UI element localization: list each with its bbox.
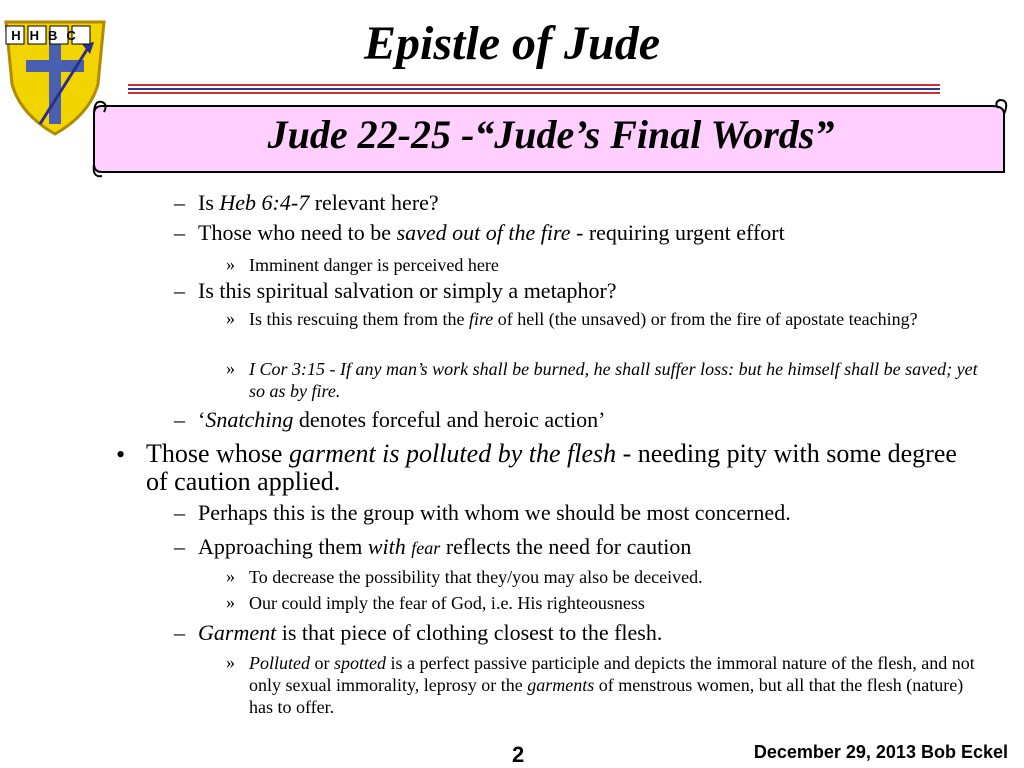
logo-text: HHBC bbox=[11, 28, 85, 43]
text-run: Those who need to be bbox=[198, 220, 397, 245]
text-run: is a perfect passive participle and depicts the immoral nature of the flesh, and not only sexual immorality, leprosy or the bbox=[249, 653, 975, 695]
text-run: Is this rescuing them from the bbox=[249, 309, 469, 329]
bullet-marker: » bbox=[226, 592, 235, 612]
italic-run: Snatching bbox=[205, 407, 294, 432]
bullet-text bbox=[198, 220, 978, 246]
bullet-text bbox=[198, 500, 978, 526]
title-divider bbox=[128, 92, 940, 94]
text-run: Those whose bbox=[146, 439, 289, 468]
bullet-text bbox=[198, 620, 978, 646]
italic-run: fire bbox=[468, 309, 494, 329]
bullet-text bbox=[249, 592, 989, 614]
text-run: Perhaps this is the group with whom we should be most concerned. bbox=[198, 500, 791, 525]
text-run: denotes forceful and heroic action’ bbox=[293, 407, 606, 432]
text-run: reflects the need for caution bbox=[440, 534, 692, 559]
bullet-text bbox=[146, 440, 976, 496]
italic-run: spotted bbox=[334, 653, 386, 673]
italic-run: saved out of the fire bbox=[396, 220, 571, 245]
italic-run: with bbox=[367, 534, 412, 559]
italic-run: Polluted bbox=[249, 653, 310, 673]
bullet-text bbox=[198, 278, 978, 304]
title-divider bbox=[128, 84, 940, 86]
bullet-marker: » bbox=[226, 566, 235, 586]
bullet-marker: » bbox=[226, 652, 235, 672]
title-divider bbox=[128, 88, 940, 90]
italic-run: Heb 6:4-7 bbox=[219, 190, 310, 215]
bullet-text bbox=[249, 358, 989, 402]
bullet-marker: » bbox=[226, 358, 235, 378]
text-run: To decrease the possibility that they/you may also be deceived. bbox=[249, 567, 703, 587]
bullet-text bbox=[249, 566, 989, 588]
text-run: ‘ bbox=[198, 407, 206, 432]
bullet-text bbox=[198, 534, 978, 561]
text-run: Approaching them bbox=[198, 534, 368, 559]
text-run: of menstrous women, but all that the flesh (nature) has to offer. bbox=[249, 675, 964, 717]
text-run: relevant here? bbox=[309, 190, 439, 215]
text-run: Is this spiritual salvation or simply a metaphor? bbox=[198, 278, 617, 303]
page-number: 2 bbox=[512, 742, 525, 767]
text-run: or bbox=[310, 653, 334, 673]
slide-title: Epistle of Jude bbox=[364, 17, 660, 70]
bullet-marker: – bbox=[174, 220, 185, 245]
bullet-text bbox=[198, 407, 978, 433]
italic-run: garments bbox=[527, 675, 595, 695]
text-run: Imminent danger is perceived here bbox=[249, 255, 499, 275]
bullet-marker: • bbox=[116, 440, 126, 469]
bullet-marker: – bbox=[174, 620, 185, 645]
bullet-marker: » bbox=[226, 308, 235, 328]
bullet-marker: – bbox=[174, 500, 185, 525]
bullet-text bbox=[198, 190, 978, 216]
text-run: is that piece of clothing closest to the flesh. bbox=[276, 620, 663, 645]
bullet-marker: – bbox=[174, 534, 185, 559]
text-run: Our could imply the fear of God, i.e. His righteousness bbox=[249, 593, 645, 613]
bullet-text bbox=[249, 308, 989, 330]
bullet-marker: – bbox=[174, 407, 185, 432]
bullet-marker: » bbox=[226, 254, 235, 274]
bullet-text bbox=[249, 652, 989, 718]
italic-run: garment is polluted by the flesh bbox=[288, 439, 617, 468]
footer-date: December 29, 2013 Bob Eckel bbox=[753, 742, 1008, 762]
text-run: Is bbox=[198, 190, 220, 215]
italic-run: I Cor 3:15 - If any man’s work shall be burned, he shall suffer loss: but he himself shall be saved; yet so as by fire. bbox=[249, 359, 978, 401]
bullet-text bbox=[249, 254, 989, 276]
section-heading: Jude 22-25 -“Jude’s Final Words” bbox=[267, 112, 835, 157]
italic-run: fear bbox=[411, 538, 441, 558]
text-run: of hell (the unsaved) or from the fire of apostate teaching? bbox=[493, 309, 918, 329]
bullet-marker: – bbox=[174, 190, 185, 215]
text-run: - requiring urgent effort bbox=[570, 220, 785, 245]
italic-run: Garment bbox=[198, 620, 277, 645]
text-run: - needing pity with some degree of caution applied. bbox=[146, 439, 957, 496]
bullet-marker: – bbox=[174, 278, 185, 303]
